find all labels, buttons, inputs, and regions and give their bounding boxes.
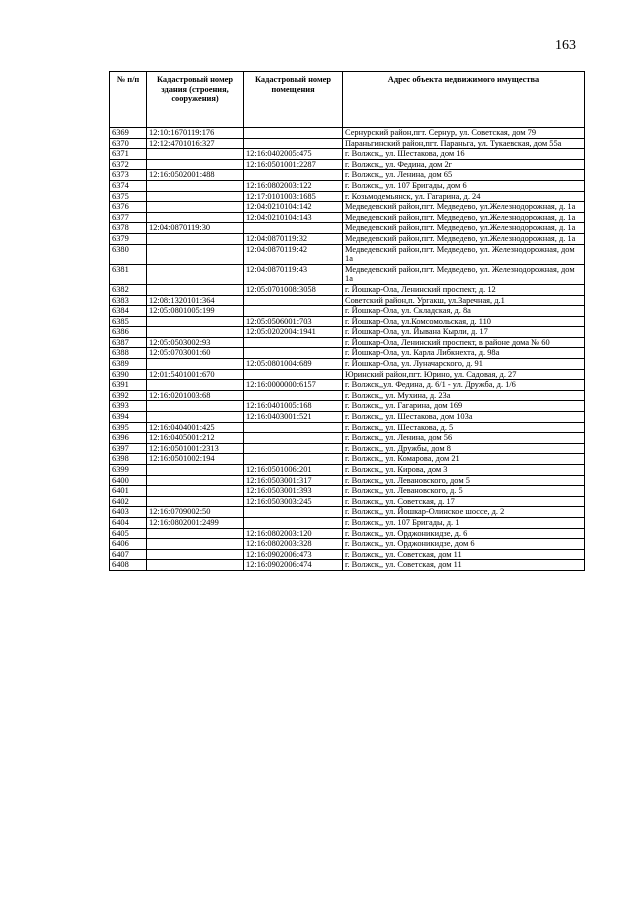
premises-cadastral-cell [244,443,343,454]
address-cell: г. Йошкар-Ола, ул. Складская, д. 8а [343,306,585,317]
header-address: Адрес объекта недвижимого имущества [343,72,585,128]
header-premises-cadastral: Кадастровый номер помещения [244,72,343,128]
premises-cadastral-cell: 12:05:0202004:1941 [244,327,343,338]
table-row [110,380,585,391]
row-number-cell: 6385 [110,316,147,327]
row-number-cell: 6383 [110,295,147,306]
table-row [110,454,585,465]
address-cell: г. Козьмодемьянск, ул. Гагарина, д. 24 [343,191,585,202]
table-row [110,528,585,539]
row-number-cell: 6400 [110,475,147,486]
row-number-cell: 6389 [110,359,147,370]
premises-cadastral-cell: 12:04:0870119:32 [244,233,343,244]
premises-cadastral-cell [244,295,343,306]
building-cadastral-cell [147,401,244,412]
building-cadastral-cell: 12:10:1670119:176 [147,128,244,139]
address-cell: г. Волжск,, ул. Ленина, дом 56 [343,433,585,444]
table-row [110,316,585,327]
table-row [110,412,585,423]
premises-cadastral-cell: 12:16:0802003:120 [244,528,343,539]
table-row [110,486,585,497]
building-cadastral-cell: 12:16:0501002:194 [147,454,244,465]
building-cadastral-cell [147,528,244,539]
row-number-cell: 6384 [110,306,147,317]
premises-cadastral-cell [244,422,343,433]
building-cadastral-cell [147,327,244,338]
building-cadastral-cell [147,486,244,497]
building-cadastral-cell: 12:12:4701016:327 [147,138,244,149]
address-cell: Юринский район,пгт. Юрино, ул. Садовая, д. 27 [343,369,585,380]
premises-cadastral-cell: 12:04:0210104:143 [244,212,343,223]
building-cadastral-cell: 12:01:5401001:670 [147,369,244,380]
row-number-cell: 6393 [110,401,147,412]
building-cadastral-cell: 12:16:0709002:50 [147,507,244,518]
row-number-cell: 6394 [110,412,147,423]
premises-cadastral-cell [244,337,343,348]
building-cadastral-cell: 12:16:0404001:425 [147,422,244,433]
row-number-cell: 6374 [110,180,147,191]
address-cell: г. Волжск,, ул. Орджоникидзе, д. 6 [343,528,585,539]
address-cell: г. Волжск,, ул. Левановского, дом 5 [343,475,585,486]
table-row [110,539,585,550]
table-row [110,517,585,528]
address-cell: Медведевский район,пгт. Медведево, ул.Железнодорожная, д. 1а [343,212,585,223]
address-cell: Медведевский район,пгт. Медведево, ул.Железнодорожная, д. 1а [343,223,585,234]
address-cell: г. Волжск,, ул. Мухина, д. 23а [343,390,585,401]
building-cadastral-cell [147,264,244,284]
table-row [110,180,585,191]
address-cell: г. Волжск,, ул. Шестакова, д. 5 [343,422,585,433]
building-cadastral-cell [147,316,244,327]
row-number-cell: 6370 [110,138,147,149]
building-cadastral-cell: 12:05:0703001:60 [147,348,244,359]
building-cadastral-cell: 12:16:0405001:212 [147,433,244,444]
building-cadastral-cell: 12:08:1320101:364 [147,295,244,306]
address-cell: г. Волжск,, ул. Ленина, дом 65 [343,170,585,181]
premises-cadastral-cell [244,433,343,444]
address-cell: г. Волжск,, ул. Шестакова, дом 16 [343,149,585,160]
row-number-cell: 6378 [110,223,147,234]
table-row [110,170,585,181]
table-row [110,337,585,348]
row-number-cell: 6407 [110,549,147,560]
premises-cadastral-cell: 12:16:0403001:521 [244,412,343,423]
address-cell: Медведевский район,пгт. Медведево, ул. Железнодорожная, дом 1а [343,264,585,284]
address-cell: г. Йошкар-Ола, ул.Комсомольская, д. 110 [343,316,585,327]
table-row [110,433,585,444]
table-row [110,138,585,149]
table-row [110,443,585,454]
table-row [110,475,585,486]
row-number-cell: 6408 [110,560,147,571]
address-cell: г. Волжск,, ул. Советская, д. 17 [343,496,585,507]
page-number: 163 [555,38,576,53]
building-cadastral-cell: 12:05:0503002:93 [147,337,244,348]
address-cell: г. Волжск,, ул. 107 Бригады, дом 6 [343,180,585,191]
table-row [110,390,585,401]
building-cadastral-cell [147,475,244,486]
address-cell: г. Йошкар-Ола, ул. Луначарского, д. 91 [343,359,585,370]
table-row [110,284,585,295]
premises-cadastral-cell: 12:05:0701008:3058 [244,284,343,295]
premises-cadastral-cell [244,223,343,234]
table-row [110,465,585,476]
row-number-cell: 6379 [110,233,147,244]
table-row [110,128,585,139]
premises-cadastral-cell: 12:16:0000000:6157 [244,380,343,391]
table-row [110,348,585,359]
row-number-cell: 6382 [110,284,147,295]
premises-cadastral-cell: 12:16:0501006:201 [244,465,343,476]
address-cell: г. Йошкар-Ола, ул. Карла Либкнехта, д. 98а [343,348,585,359]
table-row [110,549,585,560]
table-header-row [110,72,585,128]
premises-cadastral-cell: 12:16:0802003:122 [244,180,343,191]
building-cadastral-cell [147,539,244,550]
header-building-cadastral: Кадастровый номер здания (строения, сооружения) [147,72,244,128]
premises-cadastral-cell [244,348,343,359]
table-row [110,327,585,338]
table-row [110,202,585,213]
table-row [110,369,585,380]
premises-cadastral-cell: 12:04:0870119:43 [244,264,343,284]
row-number-cell: 6369 [110,128,147,139]
address-cell: г. Волжск,, ул. Шестакова, дом 103а [343,412,585,423]
address-cell: г. Волжск,, ул. Кирова, дом 3 [343,465,585,476]
address-cell: г. Волжск,, ул. Федина, дом 2г [343,159,585,170]
premises-cadastral-cell: 12:04:0210104:142 [244,202,343,213]
table-row [110,401,585,412]
row-number-cell: 6405 [110,528,147,539]
row-number-cell: 6396 [110,433,147,444]
table-row [110,191,585,202]
address-cell: г. Волжск,, ул. Дружбы, дом 8 [343,443,585,454]
table-body [110,128,585,571]
table-row [110,244,585,264]
table-row [110,560,585,571]
premises-cadastral-cell: 12:16:0902006:473 [244,549,343,560]
row-number-cell: 6380 [110,244,147,264]
building-cadastral-cell: 12:16:0802001:2499 [147,517,244,528]
building-cadastral-cell [147,465,244,476]
address-cell: г. Волжск,, ул. Левановского, д. 5 [343,486,585,497]
building-cadastral-cell [147,149,244,160]
premises-cadastral-cell: 12:05:0506001:703 [244,316,343,327]
building-cadastral-cell [147,359,244,370]
table-row [110,507,585,518]
address-cell: г. Волжск,,ул. Федина, д. 6/1 - ул. Дружба, д. 1/6 [343,380,585,391]
address-cell: г. Волжск,, ул. Гагарина, дом 169 [343,401,585,412]
address-cell: Медведевский район,пгт. Медведево, ул. Железнодорожная, дом 1а [343,244,585,264]
premises-cadastral-cell [244,390,343,401]
building-cadastral-cell [147,560,244,571]
premises-cadastral-cell: 12:16:0402005:475 [244,149,343,160]
row-number-cell: 6381 [110,264,147,284]
address-cell: г. Волжск,, ул. Орджоникидзе, дом 6 [343,539,585,550]
row-number-cell: 6403 [110,507,147,518]
address-cell: г. Йошкар-Ола, ул. Йывана Кырли, д. 17 [343,327,585,338]
premises-cadastral-cell [244,507,343,518]
row-number-cell: 6404 [110,517,147,528]
row-number-cell: 6390 [110,369,147,380]
table-row [110,422,585,433]
header-number: № п/п [110,72,147,128]
address-cell: г. Волжск,, ул. Советская, дом 11 [343,560,585,571]
row-number-cell: 6371 [110,149,147,160]
premises-cadastral-cell [244,138,343,149]
row-number-cell: 6375 [110,191,147,202]
premises-cadastral-cell [244,369,343,380]
premises-cadastral-cell: 12:16:0503001:393 [244,486,343,497]
table-row [110,149,585,160]
row-number-cell: 6406 [110,539,147,550]
premises-cadastral-cell: 12:05:0801004:689 [244,359,343,370]
building-cadastral-cell [147,233,244,244]
building-cadastral-cell [147,496,244,507]
row-number-cell: 6398 [110,454,147,465]
row-number-cell: 6387 [110,337,147,348]
building-cadastral-cell [147,284,244,295]
premises-cadastral-cell [244,170,343,181]
row-number-cell: 6395 [110,422,147,433]
table-row [110,295,585,306]
premises-cadastral-cell: 12:16:0401005:168 [244,401,343,412]
building-cadastral-cell [147,412,244,423]
row-number-cell: 6377 [110,212,147,223]
row-number-cell: 6392 [110,390,147,401]
building-cadastral-cell: 12:16:0502001:488 [147,170,244,181]
building-cadastral-cell [147,380,244,391]
table-row [110,223,585,234]
premises-cadastral-cell: 12:16:0503003:245 [244,496,343,507]
address-cell: Сернурский район,пгт. Сернур, ул. Советская, дом 79 [343,128,585,139]
row-number-cell: 6401 [110,486,147,497]
row-number-cell: 6386 [110,327,147,338]
address-cell: г. Йошкар-Ола, Ленинский проспект, в районе дома № 60 [343,337,585,348]
premises-cadastral-cell: 12:17:0101003:1685 [244,191,343,202]
premises-cadastral-cell [244,454,343,465]
address-cell: г. Волжск,, ул. 107 Бригады, д. 1 [343,517,585,528]
building-cadastral-cell: 12:04:0870119:30 [147,223,244,234]
table-row [110,264,585,284]
table-row [110,496,585,507]
address-cell: Советский район,п. Ургакш, ул.Заречная, д.1 [343,295,585,306]
building-cadastral-cell [147,180,244,191]
address-cell: г. Йошкар-Ола, Ленинский проспект, д. 12 [343,284,585,295]
property-registry-table [109,71,585,571]
row-number-cell: 6388 [110,348,147,359]
row-number-cell: 6391 [110,380,147,391]
premises-cadastral-cell [244,306,343,317]
building-cadastral-cell [147,212,244,223]
table-row [110,212,585,223]
address-cell: Параньгинский район,пгт. Параньга, ул. Тукаевская, дом 55а [343,138,585,149]
building-cadastral-cell: 12:05:0801005:199 [147,306,244,317]
row-number-cell: 6399 [110,465,147,476]
building-cadastral-cell: 12:16:0201003:68 [147,390,244,401]
premises-cadastral-cell: 12:16:0501001:2287 [244,159,343,170]
building-cadastral-cell [147,549,244,560]
building-cadastral-cell [147,159,244,170]
premises-cadastral-cell: 12:16:0902006:474 [244,560,343,571]
address-cell: г. Волжск,, ул. Комарова, дом 21 [343,454,585,465]
premises-cadastral-cell: 12:04:0870119:42 [244,244,343,264]
row-number-cell: 6397 [110,443,147,454]
table-row [110,306,585,317]
building-cadastral-cell [147,191,244,202]
address-cell: Медведевский район,пгт. Медведево, ул.Железнодорожная, д. 1а [343,233,585,244]
building-cadastral-cell [147,202,244,213]
premises-cadastral-cell: 12:16:0802003:328 [244,539,343,550]
address-cell: г. Волжск,, ул. Йошкар-Олинское шоссе, д. 2 [343,507,585,518]
premises-cadastral-cell [244,517,343,528]
table-row [110,159,585,170]
address-cell: Медведевский район,пгт. Медведево, ул.Железнодорожная, д. 1а [343,202,585,213]
table-row [110,359,585,370]
row-number-cell: 6402 [110,496,147,507]
row-number-cell: 6373 [110,170,147,181]
building-cadastral-cell: 12:16:0501001:2313 [147,443,244,454]
premises-cadastral-cell [244,128,343,139]
table-row [110,233,585,244]
row-number-cell: 6372 [110,159,147,170]
row-number-cell: 6376 [110,202,147,213]
address-cell: г. Волжск,, ул. Советская, дом 11 [343,549,585,560]
building-cadastral-cell [147,244,244,264]
premises-cadastral-cell: 12:16:0503001:317 [244,475,343,486]
